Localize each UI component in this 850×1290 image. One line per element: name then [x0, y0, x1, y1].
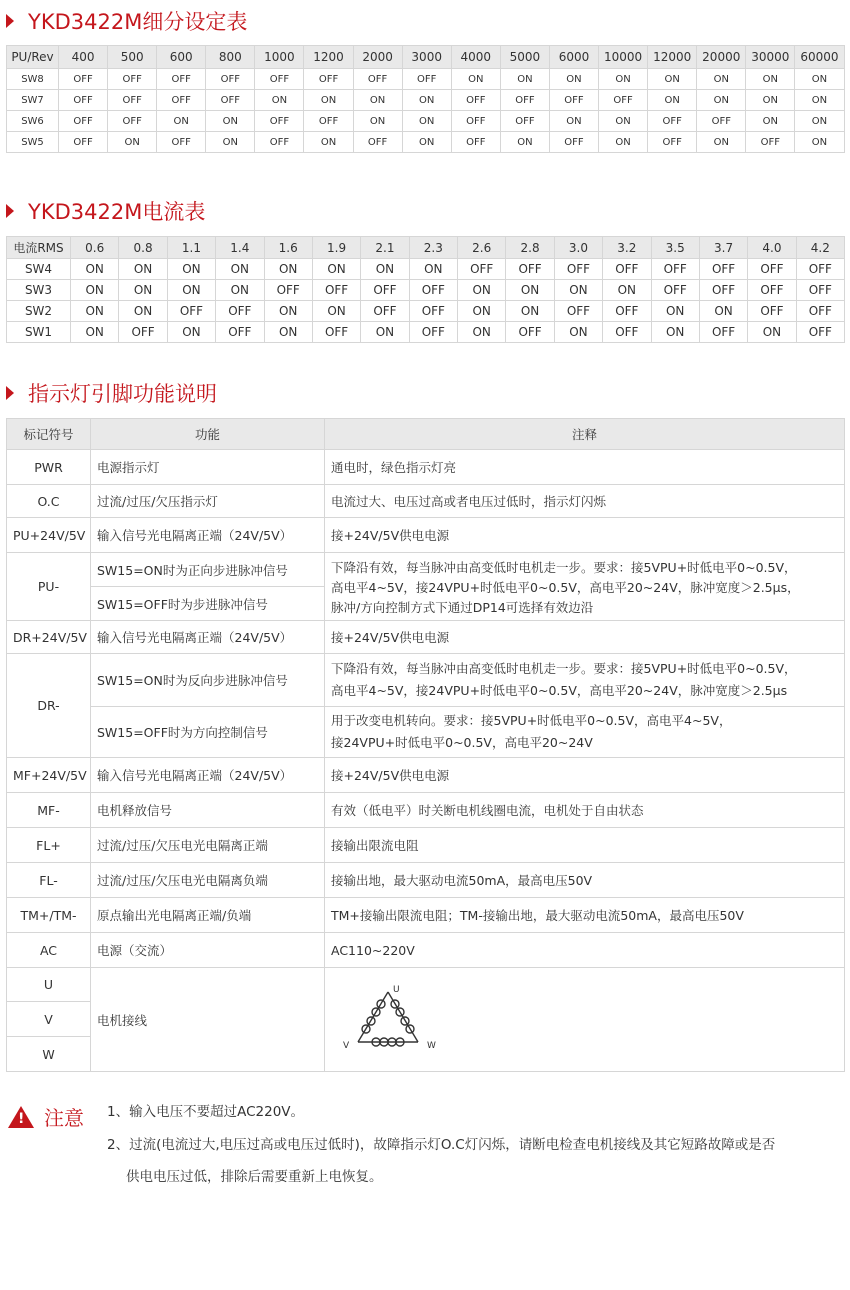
- note-item-1: 1、输入电压不要超过AC220V。: [107, 1104, 305, 1120]
- switch-state-cell: ON: [599, 69, 648, 90]
- switch-label-cell: SW7: [7, 90, 59, 111]
- function-cell: 原点输出光电隔离正端/负端: [91, 898, 325, 933]
- note-line: 下降沿有效，每当脉冲由高变低时电机走一步。要求：接5VPU+时低电平0~0.5V，: [331, 661, 797, 676]
- switch-state-cell: OFF: [206, 69, 255, 90]
- switch-state-cell: OFF: [451, 90, 500, 111]
- switch-state-cell: ON: [71, 259, 119, 280]
- note-cell: TM+接输出限流电阻；TM-接输出地，最大驱动电流50mA，最高电压50V: [325, 898, 845, 933]
- note-line: 高电平4~5V，接24VPU+时低电平0~0.5V，高电平20~24V，脉冲宽度＞2.5μs: [331, 683, 788, 698]
- header-value-cell: 3.7: [699, 237, 747, 259]
- switch-state-cell: OFF: [748, 301, 796, 322]
- switch-state-cell: OFF: [157, 69, 206, 90]
- header-value-cell: 1.1: [167, 237, 215, 259]
- switch-state-cell: ON: [451, 69, 500, 90]
- table-row: [7, 132, 845, 153]
- section-title-microstep: [6, 6, 247, 36]
- function-cell: SW15=ON时为反向步进脉冲信号: [91, 654, 325, 707]
- function-cell: 电机接线: [91, 968, 325, 1072]
- switch-state-cell: ON: [795, 132, 844, 153]
- switch-state-cell: OFF: [648, 111, 697, 132]
- table-row: [7, 863, 845, 898]
- function-cell: 输入信号光电隔离正端（24V/5V）: [91, 758, 325, 793]
- header-value-cell: 60000: [795, 46, 844, 69]
- switch-state-cell: OFF: [216, 322, 264, 343]
- switch-state-cell: ON: [312, 259, 360, 280]
- switch-state-cell: ON: [71, 280, 119, 301]
- switch-state-cell: OFF: [796, 301, 844, 322]
- table-row: [7, 793, 845, 828]
- switch-state-cell: ON: [216, 280, 264, 301]
- switch-state-cell: ON: [264, 259, 312, 280]
- switch-state-cell: OFF: [451, 132, 500, 153]
- switch-state-cell: OFF: [255, 69, 304, 90]
- switch-state-cell: OFF: [216, 301, 264, 322]
- note-cell: 接输出限流电阻: [325, 828, 845, 863]
- header-value-cell: 1000: [255, 46, 304, 69]
- symbol-cell: O.C: [7, 485, 91, 518]
- switch-state-cell: ON: [599, 111, 648, 132]
- header-value-cell: 500: [108, 46, 157, 69]
- switch-state-cell: OFF: [312, 322, 360, 343]
- current-header-row: [7, 237, 845, 259]
- table-row: [7, 553, 845, 587]
- switch-state-cell: OFF: [304, 111, 353, 132]
- header-note: 注释: [325, 419, 845, 450]
- wiring-diagram-cell: [325, 968, 845, 1072]
- switch-state-cell: OFF: [108, 69, 157, 90]
- switch-state-cell: ON: [549, 69, 598, 90]
- header-value-cell: 3.5: [651, 237, 699, 259]
- function-cell: 过流/过压/欠压电光电隔离正端: [91, 828, 325, 863]
- switch-state-cell: OFF: [59, 132, 108, 153]
- switch-state-cell: ON: [402, 111, 451, 132]
- switch-state-cell: OFF: [157, 132, 206, 153]
- switch-state-cell: ON: [500, 69, 549, 90]
- switch-state-cell: ON: [603, 280, 651, 301]
- table-row: [7, 280, 845, 301]
- table-row: [7, 933, 845, 968]
- switch-state-cell: ON: [409, 259, 457, 280]
- note-cell: [325, 654, 845, 707]
- table-row: [7, 828, 845, 863]
- table-row: [7, 322, 845, 343]
- switch-state-cell: OFF: [603, 301, 651, 322]
- function-cell: 电机释放信号: [91, 793, 325, 828]
- header-value-cell: 30000: [746, 46, 795, 69]
- switch-state-cell: OFF: [409, 280, 457, 301]
- switch-state-cell: ON: [264, 322, 312, 343]
- switch-state-cell: OFF: [353, 69, 402, 90]
- switch-state-cell: ON: [506, 301, 554, 322]
- switch-state-cell: ON: [402, 132, 451, 153]
- function-cell: SW15=ON时为正向步进脉冲信号: [91, 553, 325, 587]
- table-row: [7, 259, 845, 280]
- triangle-bullet-icon: [6, 14, 14, 28]
- switch-state-cell: ON: [697, 69, 746, 90]
- switch-state-cell: ON: [746, 111, 795, 132]
- function-cell: 输入信号光电隔离正端（24V/5V）: [91, 518, 325, 553]
- switch-state-cell: ON: [795, 111, 844, 132]
- switch-state-cell: ON: [648, 69, 697, 90]
- function-cell: SW15=OFF时为步进脉冲信号: [91, 587, 325, 621]
- table-row: [7, 450, 845, 485]
- switch-state-cell: OFF: [402, 69, 451, 90]
- note-line: 接24VPU+时低电平0~0.5V，高电平20~24V: [331, 735, 593, 750]
- header-function: 功能: [91, 419, 325, 450]
- switch-state-cell: ON: [361, 322, 409, 343]
- notes-title-text: 注意: [44, 1106, 84, 1130]
- header-value-cell: 1.6: [264, 237, 312, 259]
- switch-state-cell: ON: [119, 259, 167, 280]
- switch-state-cell: ON: [699, 301, 747, 322]
- switch-state-cell: ON: [554, 280, 602, 301]
- switch-state-cell: OFF: [506, 259, 554, 280]
- switch-state-cell: OFF: [304, 69, 353, 90]
- table-row: [7, 485, 845, 518]
- header-value-cell: 1200: [304, 46, 353, 69]
- header-value-cell: 10000: [599, 46, 648, 69]
- header-value-cell: 2.3: [409, 237, 457, 259]
- switch-label-cell: SW6: [7, 111, 59, 132]
- symbol-cell: PU-: [7, 553, 91, 621]
- switch-state-cell: ON: [500, 132, 549, 153]
- header-value-cell: 4.0: [748, 237, 796, 259]
- switch-state-cell: OFF: [549, 90, 598, 111]
- microstep-table: [6, 45, 845, 153]
- header-value-cell: 400: [59, 46, 108, 69]
- note-cell: AC110~220V: [325, 933, 845, 968]
- switch-state-cell: ON: [255, 90, 304, 111]
- switch-state-cell: OFF: [603, 322, 651, 343]
- switch-state-cell: ON: [119, 280, 167, 301]
- pin-function-table: [6, 418, 845, 1072]
- switch-state-cell: OFF: [361, 280, 409, 301]
- symbol-cell: U: [7, 968, 91, 1002]
- switch-state-cell: ON: [648, 90, 697, 111]
- table-row: [7, 758, 845, 793]
- symbol-cell: FL+: [7, 828, 91, 863]
- switch-state-cell: OFF: [500, 90, 549, 111]
- switch-state-cell: OFF: [796, 259, 844, 280]
- switch-state-cell: OFF: [748, 280, 796, 301]
- switch-state-cell: ON: [264, 301, 312, 322]
- table-row: [7, 90, 845, 111]
- switch-state-cell: ON: [651, 322, 699, 343]
- switch-state-cell: ON: [167, 259, 215, 280]
- section-title-pins: [6, 378, 217, 408]
- current-title-text: YKD3422M电流表: [28, 200, 206, 224]
- switch-state-cell: OFF: [264, 280, 312, 301]
- section-title-current: [6, 196, 205, 226]
- symbol-cell: TM+/TM-: [7, 898, 91, 933]
- switch-state-cell: OFF: [549, 132, 598, 153]
- switch-state-cell: ON: [795, 69, 844, 90]
- switch-label-cell: SW8: [7, 69, 59, 90]
- table-row: [7, 968, 845, 1002]
- header-value-cell: 800: [206, 46, 255, 69]
- switch-state-cell: OFF: [59, 111, 108, 132]
- table-row: [7, 707, 845, 758]
- switch-state-cell: OFF: [699, 259, 747, 280]
- switch-state-cell: ON: [119, 301, 167, 322]
- switch-state-cell: ON: [361, 259, 409, 280]
- switch-state-cell: OFF: [603, 259, 651, 280]
- note-line: 下降沿有效，每当脉冲由高变低时电机走一步。要求：接5VPU+时低电平0~0.5V，: [331, 559, 797, 575]
- note-cell: 接+24V/5V供电电源: [325, 518, 845, 553]
- function-cell: 电源指示灯: [91, 450, 325, 485]
- table-row: [7, 654, 845, 707]
- function-cell: 电源（交流）: [91, 933, 325, 968]
- header-value-cell: 2.1: [361, 237, 409, 259]
- note-cell: 接+24V/5V供电电源: [325, 621, 845, 654]
- symbol-cell: W: [7, 1037, 91, 1072]
- switch-state-cell: ON: [157, 111, 206, 132]
- function-cell: 过流/过压/欠压指示灯: [91, 485, 325, 518]
- switch-state-cell: ON: [599, 132, 648, 153]
- switch-state-cell: OFF: [167, 301, 215, 322]
- table-row: [7, 69, 845, 90]
- switch-state-cell: OFF: [255, 111, 304, 132]
- symbol-cell: PU+24V/5V: [7, 518, 91, 553]
- function-cell: 过流/过压/欠压电光电隔离负端: [91, 863, 325, 898]
- header-value-cell: 1.9: [312, 237, 360, 259]
- switch-state-cell: OFF: [119, 322, 167, 343]
- switch-state-cell: ON: [402, 90, 451, 111]
- microstep-title-text: YKD3422M细分设定表: [28, 10, 248, 34]
- switch-state-cell: OFF: [361, 301, 409, 322]
- switch-label-cell: SW4: [7, 259, 71, 280]
- header-value-cell: 4.2: [796, 237, 844, 259]
- switch-state-cell: OFF: [651, 280, 699, 301]
- note-line: 用于改变电机转向。要求：接5VPU+时低电平0~0.5V，高电平4~5V，: [331, 713, 732, 728]
- table-row: [7, 518, 845, 553]
- switch-state-cell: ON: [697, 132, 746, 153]
- switch-state-cell: OFF: [108, 90, 157, 111]
- switch-state-cell: OFF: [206, 90, 255, 111]
- switch-state-cell: ON: [353, 90, 402, 111]
- switch-state-cell: OFF: [746, 132, 795, 153]
- switch-state-cell: OFF: [796, 280, 844, 301]
- switch-state-cell: ON: [167, 322, 215, 343]
- header-label-cell: 电流RMS: [7, 237, 71, 259]
- function-cell: 输入信号光电隔离正端（24V/5V）: [91, 621, 325, 654]
- switch-label-cell: SW5: [7, 132, 59, 153]
- header-value-cell: 2.8: [506, 237, 554, 259]
- switch-state-cell: OFF: [599, 90, 648, 111]
- switch-state-cell: ON: [748, 322, 796, 343]
- switch-label-cell: SW1: [7, 322, 71, 343]
- switch-state-cell: OFF: [312, 280, 360, 301]
- header-value-cell: 6000: [549, 46, 598, 69]
- header-value-cell: 2.6: [458, 237, 506, 259]
- switch-state-cell: ON: [697, 90, 746, 111]
- switch-state-cell: OFF: [554, 259, 602, 280]
- switch-state-cell: OFF: [255, 132, 304, 153]
- switch-state-cell: ON: [549, 111, 598, 132]
- switch-state-cell: ON: [304, 90, 353, 111]
- header-value-cell: 3000: [402, 46, 451, 69]
- switch-state-cell: OFF: [748, 259, 796, 280]
- header-value-cell: 0.8: [119, 237, 167, 259]
- switch-state-cell: OFF: [451, 111, 500, 132]
- header-symbol: 标记符号: [7, 419, 91, 450]
- symbol-cell: AC: [7, 933, 91, 968]
- note-cell: 电流过大、电压过高或者电压过低时，指示灯闪烁: [325, 485, 845, 518]
- switch-state-cell: ON: [206, 111, 255, 132]
- header-value-cell: 600: [157, 46, 206, 69]
- pins-title-text: 指示灯引脚功能说明: [28, 382, 217, 406]
- switch-state-cell: ON: [458, 301, 506, 322]
- switch-state-cell: OFF: [796, 322, 844, 343]
- header-value-cell: 3.0: [554, 237, 602, 259]
- symbol-cell: PWR: [7, 450, 91, 485]
- switch-state-cell: OFF: [458, 259, 506, 280]
- delta-winding-diagram: [333, 980, 463, 1060]
- switch-state-cell: ON: [167, 280, 215, 301]
- switch-state-cell: ON: [746, 90, 795, 111]
- note-cell: [325, 553, 845, 621]
- switch-state-cell: ON: [458, 280, 506, 301]
- switch-state-cell: OFF: [648, 132, 697, 153]
- note-item-2-line-1: 2、过流(电流过大,电压过高或电压过低时)，故障指示灯O.C灯闪烁，请断电检查电机接线及其它短路故障或是否: [107, 1137, 776, 1153]
- symbol-cell: DR-: [7, 654, 91, 758]
- header-value-cell: 4000: [451, 46, 500, 69]
- current-table: [6, 236, 845, 343]
- switch-state-cell: ON: [458, 322, 506, 343]
- table-header-row: [7, 419, 845, 450]
- triangle-bullet-icon: [6, 386, 14, 400]
- switch-state-cell: OFF: [651, 259, 699, 280]
- switch-state-cell: ON: [746, 69, 795, 90]
- switch-label-cell: SW3: [7, 280, 71, 301]
- table-row: [7, 621, 845, 654]
- switch-state-cell: ON: [651, 301, 699, 322]
- switch-state-cell: ON: [795, 90, 844, 111]
- symbol-cell: V: [7, 1002, 91, 1037]
- switch-label-cell: SW2: [7, 301, 71, 322]
- switch-state-cell: ON: [108, 132, 157, 153]
- table-row: [7, 898, 845, 933]
- switch-state-cell: OFF: [697, 111, 746, 132]
- note-cell: 接输出地，最大驱动电流50mA，最高电压50V: [325, 863, 845, 898]
- switch-state-cell: OFF: [506, 322, 554, 343]
- switch-state-cell: OFF: [108, 111, 157, 132]
- warning-triangle-icon: !: [8, 1106, 34, 1128]
- table-row: [7, 111, 845, 132]
- switch-state-cell: OFF: [699, 280, 747, 301]
- note-line: 高电平4~5V，接24VPU+时低电平0~0.5V，高电平20~24V，脉冲宽度＞2.5μs，: [331, 579, 800, 595]
- note-item-2-line-2: 供电电压过低，排除后需要重新上电恢复。: [126, 1169, 383, 1185]
- note-cell: 通电时，绿色指示灯亮: [325, 450, 845, 485]
- switch-state-cell: ON: [506, 280, 554, 301]
- header-value-cell: 3.2: [603, 237, 651, 259]
- switch-state-cell: ON: [216, 259, 264, 280]
- symbol-cell: DR+24V/5V: [7, 621, 91, 654]
- header-value-cell: 0.6: [71, 237, 119, 259]
- switch-state-cell: ON: [71, 301, 119, 322]
- switch-state-cell: ON: [71, 322, 119, 343]
- switch-state-cell: OFF: [554, 301, 602, 322]
- terminal-label-w: W: [427, 1040, 436, 1051]
- switch-state-cell: OFF: [500, 111, 549, 132]
- notes-heading: [8, 1102, 84, 1131]
- microstep-header-row: [7, 46, 845, 69]
- function-cell: SW15=OFF时为方向控制信号: [91, 707, 325, 758]
- header-value-cell: 12000: [648, 46, 697, 69]
- terminal-label-v: V: [343, 1040, 350, 1051]
- header-value-cell: 1.4: [216, 237, 264, 259]
- header-value-cell: 5000: [500, 46, 549, 69]
- note-cell: 有效（低电平）时关断电机线圈电流，电机处于自由状态: [325, 793, 845, 828]
- terminal-label-u: U: [393, 984, 400, 995]
- switch-state-cell: OFF: [699, 322, 747, 343]
- note-cell: [325, 707, 845, 758]
- switch-state-cell: OFF: [409, 301, 457, 322]
- switch-state-cell: OFF: [59, 90, 108, 111]
- switch-state-cell: ON: [312, 301, 360, 322]
- symbol-cell: FL-: [7, 863, 91, 898]
- table-row: [7, 301, 845, 322]
- symbol-cell: MF-: [7, 793, 91, 828]
- switch-state-cell: ON: [304, 132, 353, 153]
- triangle-bullet-icon: [6, 204, 14, 218]
- switch-state-cell: ON: [353, 111, 402, 132]
- switch-state-cell: OFF: [157, 90, 206, 111]
- note-line: 脉冲/方向控制方式下通过DP14可选择有效边沿: [331, 599, 594, 615]
- symbol-cell: MF+24V/5V: [7, 758, 91, 793]
- note-cell: 接+24V/5V供电电源: [325, 758, 845, 793]
- switch-state-cell: ON: [554, 322, 602, 343]
- header-value-cell: 2000: [353, 46, 402, 69]
- switch-state-cell: OFF: [59, 69, 108, 90]
- switch-state-cell: ON: [206, 132, 255, 153]
- header-label-cell: PU/Rev: [7, 46, 59, 69]
- switch-state-cell: OFF: [409, 322, 457, 343]
- header-value-cell: 20000: [697, 46, 746, 69]
- switch-state-cell: OFF: [353, 132, 402, 153]
